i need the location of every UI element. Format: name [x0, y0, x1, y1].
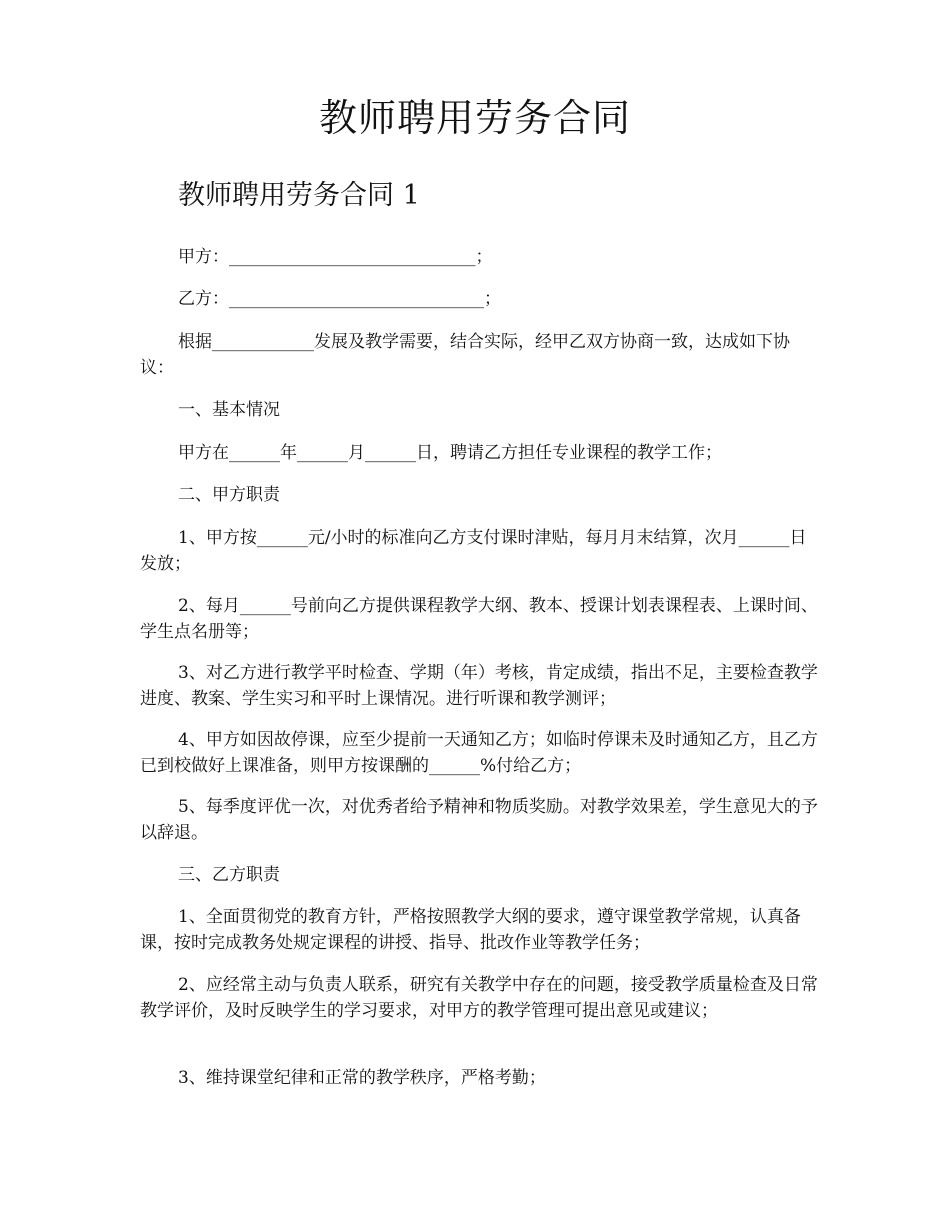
section-heading-party-b: 三、乙方职责: [178, 865, 280, 885]
section-heading-party-a: 二、甲方职责: [178, 485, 280, 505]
party-b-clause-2: 2、应经常主动与负责人联系，研究有关教学中存在的问题，接受教学质量检查及日常教学评价，及时反映学生的学习要求，对甲方的教学管理可提出意见或建议；: [140, 975, 818, 1021]
party-b-line: 乙方：______________________________；: [178, 289, 501, 309]
document-title: 教师聘用劳务合同: [318, 96, 631, 140]
preamble-paragraph: 根据____________发展及教学需要，结合实际，经甲乙双方协商一致，达成如下协议：: [140, 332, 790, 378]
party-a-clause-5: 5、每季度评优一次，对优秀者给予精神和物质奖励。对教学效果差，学生意见大的予以辞退。: [140, 797, 818, 843]
party-a-line: 甲方：_____________________________；: [178, 247, 493, 267]
party-b-clause-1: 1、全面贯彻党的教育方针，严格按照教学大纲的要求，遵守课堂教学常规，认真备课，按时完成教务处规定课程的讲授、指导、批改作业等教学任务；: [140, 907, 801, 953]
party-a-clause-3: 3、对乙方进行教学平时检查、学期（年）考核，肯定成绩，指出不足，主要检查教学进度、教案、学生实习和平时上课情况。进行听课和教学测评；: [140, 663, 818, 709]
section-heading-basic: 一、基本情况: [178, 400, 280, 420]
party-a-clause-2: 2、每月______号前向乙方提供课程教学大纲、教本、授课计划表课程表、上课时间、学生点名册等；: [140, 596, 818, 642]
party-a-clause-1: 1、甲方按______元/小时的标准向乙方支付课时津贴，每月月末结算，次月______日发放；: [140, 528, 807, 574]
party-b-clause-3: 3、维持课堂纪律和正常的教学秩序，严格考勤；: [178, 1068, 546, 1088]
basic-info-paragraph: 甲方在______年______月______日，聘请乙方担任专业课程的教学工作；: [178, 443, 722, 463]
document-subtitle: 教师聘用劳务合同 1: [178, 180, 420, 211]
party-a-clause-4: 4、甲方如因故停课，应至少提前一天通知乙方；如临时停课未及时通知乙方，且乙方已到校做好上课准备，则甲方按课酬的______%付给乙方；: [140, 730, 818, 776]
